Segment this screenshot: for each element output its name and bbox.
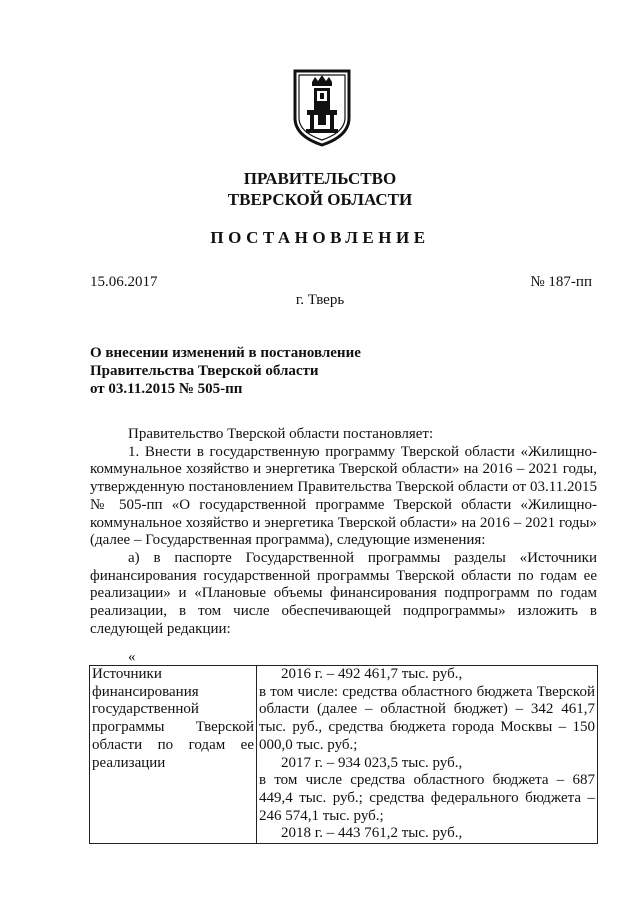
year-total: 2016 г. – 492 461,7 тыс. руб., — [281, 666, 463, 682]
year-detail: в том числе: средства областного бюджета Тверской области (далее – областной бюджет) – 342 461,7 тыс. руб., средства бюджета города Москвы – 150 000,0 тыс. руб.; — [259, 683, 595, 753]
government-title-line1: ПРАВИТЕЛЬСТВО — [243, 169, 397, 188]
opening-quote: « — [128, 649, 136, 665]
financing-table — [89, 665, 598, 844]
decree-city: г. Тверь — [295, 292, 345, 308]
body-paragraph: а) в паспорте Государственной программы разделы «Источники финансирования государственной программы Тверской области по годам ее реализации» и «Плановые объемы финансирования подпрограмм по годам реализации, в том числе обеспечивающей подпрограммы» изложить в следующей редакции: — [90, 549, 597, 637]
body-paragraph: 1. Внести в государственную программу Тверской области «Жилищно-коммунальное хозяйство и энергетика Тверской области» на 2016 – 2021 годы, утвержденную постановлением Правительства Тверской области от 03.11.2015 № 505-пп «О государственной программе Тверской области «Жилищно-коммунальное хозяйство и энергетика Тверской области» на 2016 – 2021 годы» (далее – Государственная программа), следующие изменения: — [90, 443, 597, 549]
decree-subject — [90, 344, 490, 398]
body-paragraph: Правительство Тверской области постановляет: — [128, 426, 434, 442]
decree-number: № 187-пп — [530, 274, 592, 290]
label-line: государственной — [92, 701, 199, 718]
year-total: 2018 г. – 443 761,2 тыс. руб., — [281, 825, 463, 842]
table-cell-values — [257, 666, 598, 844]
subject-line: Правительства Тверской области — [90, 363, 319, 379]
subject-line: от 03.11.2015 № 505-пп — [90, 381, 243, 397]
table-cell-label — [90, 666, 257, 844]
label-line: Источники — [92, 666, 162, 682]
label-line: области по годам ее — [92, 736, 254, 753]
decree-body — [90, 426, 597, 638]
year-total: 2017 г. – 934 023,5 тыс. руб., — [281, 754, 463, 771]
label-line: реализации — [92, 754, 166, 771]
label-line: финансирования — [92, 683, 199, 700]
decree-date: 15.06.2017 — [90, 274, 158, 290]
government-title — [0, 168, 640, 210]
label-line: программы Тверской — [92, 719, 254, 736]
government-title-line2: ТВЕРСКОЙ ОБЛАСТИ — [227, 190, 413, 209]
tver-coat-of-arms-icon — [292, 68, 352, 148]
year-detail: в том числе средства областного бюджета – 687 449,4 тыс. руб.; средства федерального бюджета – 246 574,1 тыс. руб.; — [259, 772, 595, 824]
decree-heading: ПОСТАНОВЛЕНИЕ — [210, 228, 430, 247]
table-row — [90, 666, 598, 844]
subject-line: О внесении изменений в постановление — [90, 345, 361, 361]
